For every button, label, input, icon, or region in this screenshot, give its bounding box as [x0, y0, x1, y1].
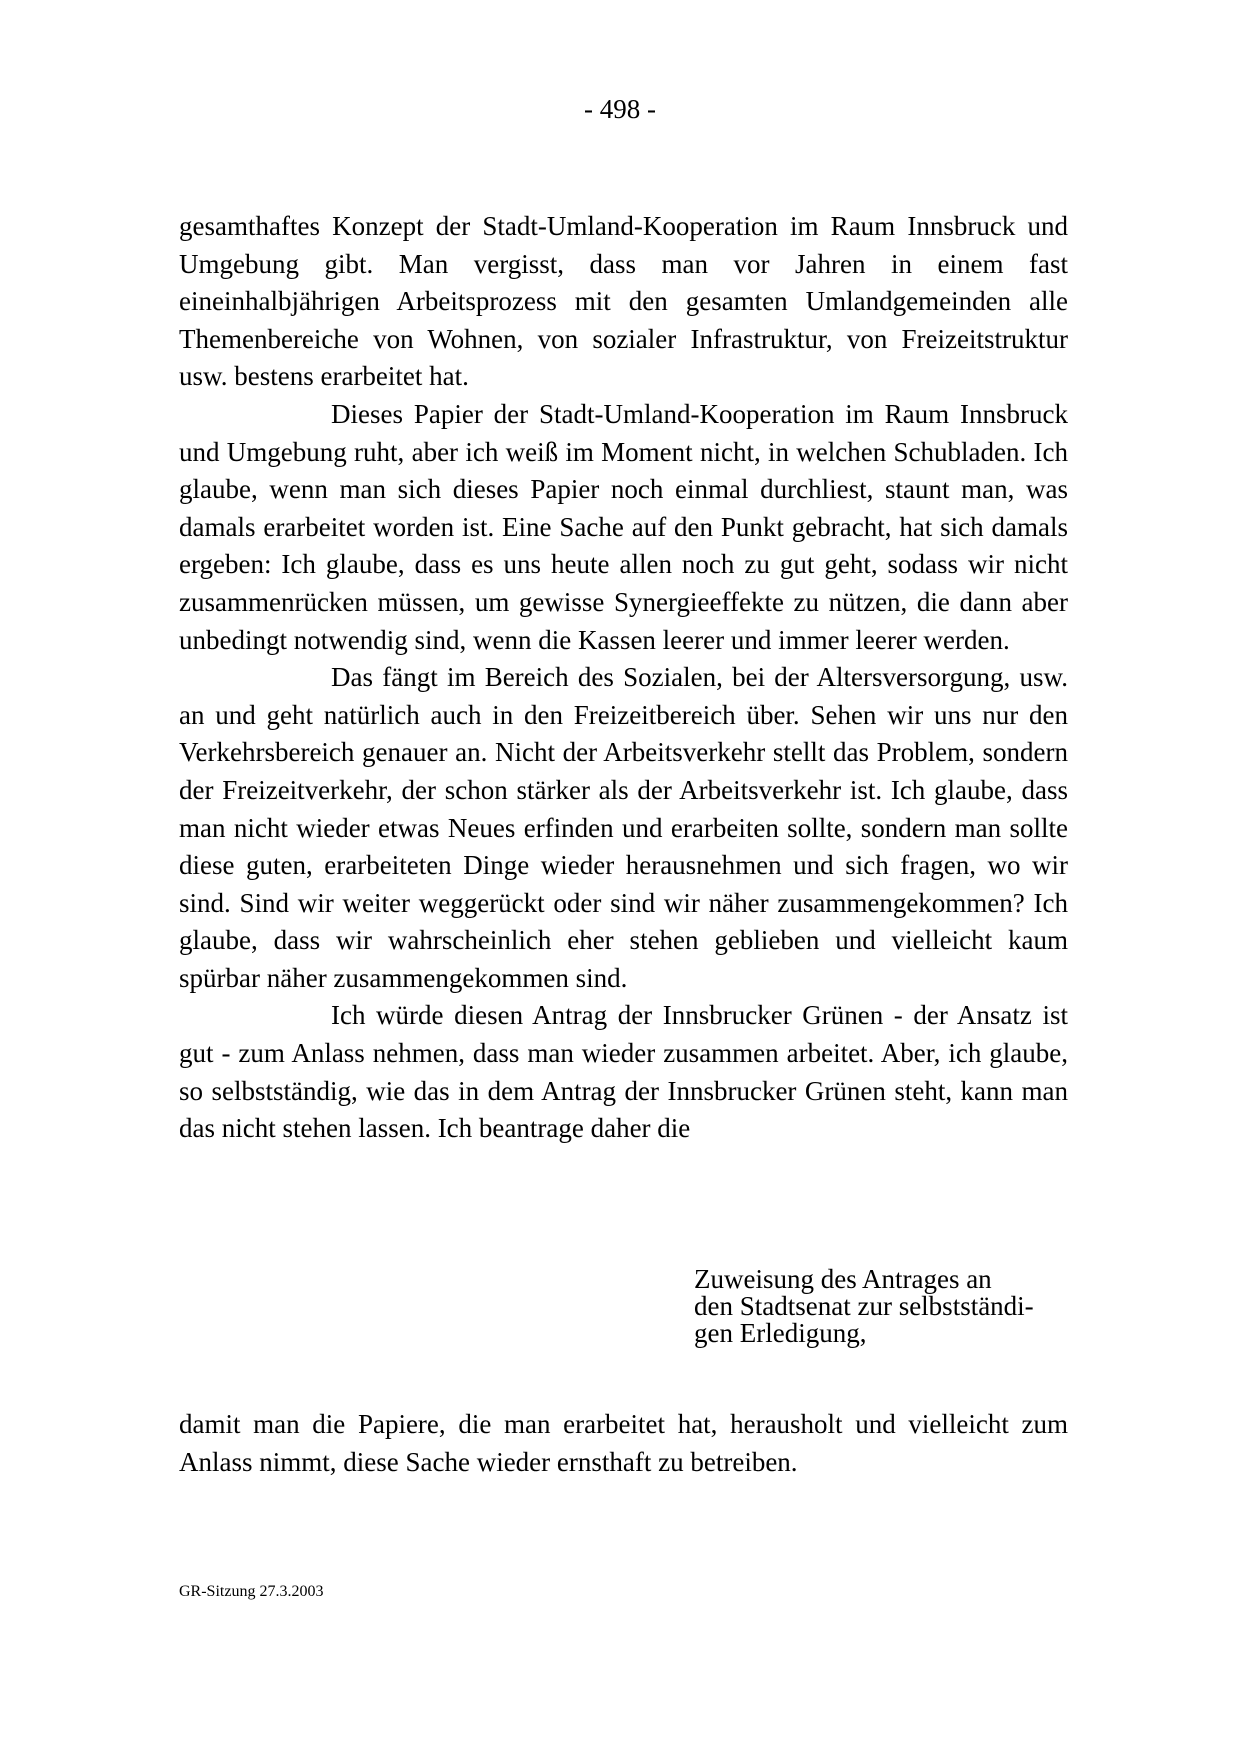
paragraph-3: Das fängt im Bereich des Sozialen, bei der Altersversorgung, usw. an und geht natürlich auch in den Freizeitbereich über. Sehen wir uns nur den Verkehrsbereich genauer an. Nicht der Arbeitsverkehr stellt das Problem, sondern der Freizeitverkehr, der schon stärker als der Arbeitsverkehr ist. Ich glaube, dass man nicht wieder etwas Neues erfinden und erarbeiten sollte, sondern man sollte diese guten, erarbeiteten Dinge wieder herausnehmen und sich fragen, wo wir sind. Sind wir weiter weggerückt oder sind wir näher zusammengekommen? Ich glaube, dass wir wahrscheinlich eher stehen geblieben und vielleicht kaum spürbar näher zusammengekommen sind.	[179, 662, 1068, 993]
paragraph-2: Dieses Papier der Stadt-Umland-Kooperation im Raum Innsbruck und Umgebung ruht, aber ich weiß im Moment nicht, in welchen Schubladen. Ich glaube, wenn man sich dieses Papier noch einmal durchliest, staunt man, was damals erarbeitet worden ist. Eine Sache auf den Punkt gebracht, hat sich damals ergeben: Ich glaube, dass es uns heute allen noch zu gut geht, sodass wir nicht zusammenrücken müssen, um gewisse Synergieeffekte zu nützen, die dann aber unbedingt notwendig sind, wenn die Kassen leerer und immer leerer werden.	[179, 398, 1068, 655]
motion-line-1: Zuweisung des Antrages an	[694, 1264, 992, 1294]
motion-block	[694, 1266, 1074, 1347]
body-text	[179, 208, 1068, 1148]
paragraph-4: Ich würde diesen Antrag der Innsbrucker Grünen - der Ansatz ist gut - zum Anlass nehmen, dass man wieder zusammen arbeitet. Aber, ich glaube, so selbstständig, wie das in dem Antrag der Innsbrucker Grünen steht, kann man das nicht stehen lassen. Ich beantrage daher die	[179, 1000, 1068, 1144]
footer-session: GR-Sitzung 27.3.2003	[179, 1583, 324, 1600]
motion-line-3: gen Erledigung,	[694, 1318, 867, 1348]
motion-line-2: den Stadtsenat zur selbstständi-	[694, 1291, 1034, 1321]
paragraph-1: gesamthaftes Konzept der Stadt-Umland-Kooperation im Raum Innsbruck und Umgebung gibt. Man vergisst, dass man vor Jahren in einem fast eineinhalbjährigen Arbeitsprozess mit den gesamten Umlandgemeinden alle Themenbereiche von Wohnen, von sozialer Infrastruktur, von Freizeitstruktur usw. bestens erarbeitet hat.	[179, 211, 1068, 392]
closing-text	[179, 1406, 1068, 1481]
closing-paragraph: damit man die Papiere, die man erarbeitet hat, herausholt und vielleicht zum Anlass nimmt, diese Sache wieder ernsthaft zu betreiben.	[179, 1409, 1068, 1477]
page-number: - 498 -	[584, 94, 656, 124]
